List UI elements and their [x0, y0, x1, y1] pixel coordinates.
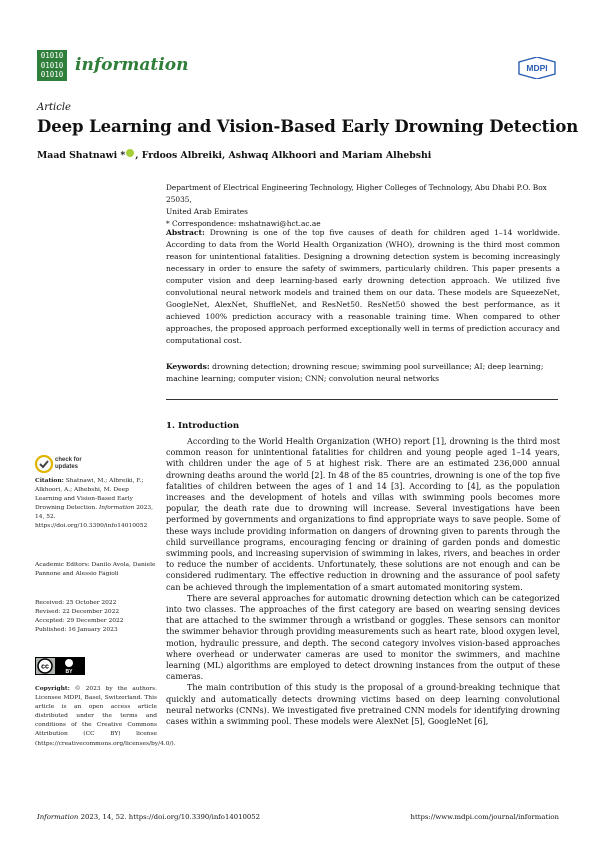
page-title: Deep Learning and Vision-Based Early Drowning Detection: [37, 117, 579, 136]
revised-date: Revised: 22 December 2022: [35, 609, 120, 616]
citation-journal: Information: [98, 505, 135, 512]
paragraph: The main contribution of this study is the proposal of a ground-breaking technique that quickly and automatically detects drowning victims based on deep learning convolutional neural networks (CNNs). We investigated five pretrained CNN models for identifying drowning cases within a swimming pool. These models were AlexNet [5], GoogleNet [6],: [166, 682, 560, 727]
orcid-icon[interactable]: [126, 149, 134, 157]
keywords-label: Keywords:: [166, 362, 210, 371]
author-list: [37, 149, 431, 161]
paragraph: There are several approaches for automatic drowning detection which can be categorized into two classes. The approaches of the first category are based on wearing sensing devices that are attached to the swimmer through a wristband or goggles. These sensors can monitor the swimmer behavior through providing measurements such as heart rate, blood oxygen level, motion, hydraulic pressure, and depth. The second category involves vision-based approaches where overhead or underwater cameras are used to monitor the swimmers, and machine learning (ML) algorithms are employed to detect drowning instances from the output of these cameras.: [166, 592, 560, 682]
mdpi-logo-icon: [518, 57, 556, 79]
copyright-block: [35, 684, 176, 749]
svg-text:cc: cc: [41, 663, 49, 671]
affiliation-line: Department of Electrical Engineering Technology, Higher Colleges of Technology, Abu Dhabi P.O. Box 25035,: [166, 183, 547, 204]
affiliation-line: United Arab Emirates: [166, 207, 248, 216]
copyright-text: © 2023 by the authors. Licensee MDPI, Basel, Switzerland. This article is an open access article distributed under the terms and conditions of the Creative Commons Attribution (CC BY) license (https://creativecommons.org/licenses/by/4.0/).: [35, 686, 176, 747]
journal-name: information: [75, 55, 189, 75]
accepted-date: Accepted: 29 December 2022: [35, 618, 124, 625]
keywords: [166, 361, 560, 385]
published-date: Published: 16 January 2023: [35, 627, 118, 634]
citation-text: Shatnawi, M.; Albreiki, F.; Alkhoori, A.; Alhebshi, M. Deep Learning and Vision-Based Early Drowning Detection.: [35, 478, 144, 512]
check-for-updates-button[interactable]: [35, 455, 91, 473]
first-author[interactable]: Maad Shatnawi *: [37, 150, 126, 161]
body-text: [166, 436, 560, 727]
abstract: [166, 227, 560, 347]
check-updates-label: [55, 457, 82, 471]
abstract-label: Abstract:: [166, 228, 205, 237]
journal-logo-icon: [37, 50, 67, 81]
svg-text:BY: BY: [65, 669, 73, 675]
citation-block: [35, 476, 157, 532]
footer-journal: Information: [37, 813, 79, 821]
logo-digits-row: 01010: [40, 60, 64, 70]
page-footer: [37, 813, 559, 821]
check-updates-icon: [35, 455, 53, 473]
svg-text:MDPI: MDPI: [526, 63, 548, 73]
logo-digits-row: 01010: [40, 70, 64, 79]
academic-editors: Academic Editors: Danilo Avola, Daniele Pannone and Alessio Fagioli: [35, 562, 156, 578]
check-updates-line: updates: [55, 464, 79, 470]
correspondence[interactable]: * Correspondence: mshatnawi@hct.ac.ae: [166, 219, 321, 228]
abstract-text: Drowning is one of the top five causes of death for children aged 1–14 worldwide. According to data from the World Health Organization (WHO), drowning is the third most common reason for unintentional fatalities. Designing a drowning detection system is becoming increasingly necessary in order to ensure the safety of swimmers, particularly children. This paper presents a computer vision and deep learning-based early drowning detection approach. We utilized five convolutional neural network models and trained them on our data. These models are SqueezeNet, GoogleNet, AlexNet, ShuffleNet, and ResNet50. ResNet50 showed the best performance, as it achieved 100% prediction accuracy with a reasonable training time. When compared to other approaches, the proposed approach performed exceptionally well in terms of prediction accuracy and computational cost.: [166, 228, 560, 345]
article-type: Article: [37, 102, 71, 113]
citation-label: Citation:: [35, 477, 64, 484]
cc-by-license-icon[interactable]: [35, 657, 85, 675]
copyright-label: Copyright:: [35, 685, 70, 692]
footer-citation[interactable]: 2023, 14, 52. https://doi.org/10.3390/info14010052: [80, 813, 261, 821]
section-heading: 1. Introduction: [166, 421, 240, 431]
dates-block: [35, 599, 157, 635]
keywords-text: drowning detection; drowning rescue; swimming pool surveillance; AI; deep learning; machine learning; computer vision; CNN; convolution neural networks: [166, 362, 544, 383]
paragraph: According to the World Health Organization (WHO) report [1], drowning is the third most common reason for unintentional fatalities for children and young people aged 1–14 years, with children under the age of 5 at highest risk. There are an estimated 236,000 annual drowning deaths around the world [2]. In 48 of the 85 countries, drowning is one of the top five fatalities of children between the ages of 1 and 14 [3]. According to [4], as the population increases and the development of hotels and villas with swimming pools becomes more popular, the death rate due to drowning will increase. Several investigations have been performed by governments and organizations to find appropriate ways to save people. Some of these ways include providing information on dangers of drowning given to parents through the child surveillance programs, encouraging fencing or draining of garden ponds and domestic swimming pools, and increasing supervision of swimming in lakes, rivers, and beaches in order to reduce the number of accidents. Unfortunately, these solutions are not enough and can be considered rudimentary. The effective reduction in drowning and the assurance of pool safety can be achieved through the implementation of a smart automated monitoring system.: [166, 436, 560, 592]
citation-doi[interactable]: 2023, 14, 52. https://doi.org/10.3390/info14010052: [35, 505, 154, 530]
check-updates-line: check for: [55, 457, 82, 463]
divider: [166, 399, 558, 400]
logo-digits-row: 01010: [40, 51, 64, 60]
other-authors: , Frdoos Albreiki, Ashwaq Alkhoori and Mariam Alhebshi: [135, 150, 432, 161]
received-date: Received: 25 October 2022: [35, 600, 117, 606]
footer-journal-link[interactable]: https://www.mdpi.com/journal/information: [410, 813, 559, 821]
affiliation: [166, 182, 558, 230]
